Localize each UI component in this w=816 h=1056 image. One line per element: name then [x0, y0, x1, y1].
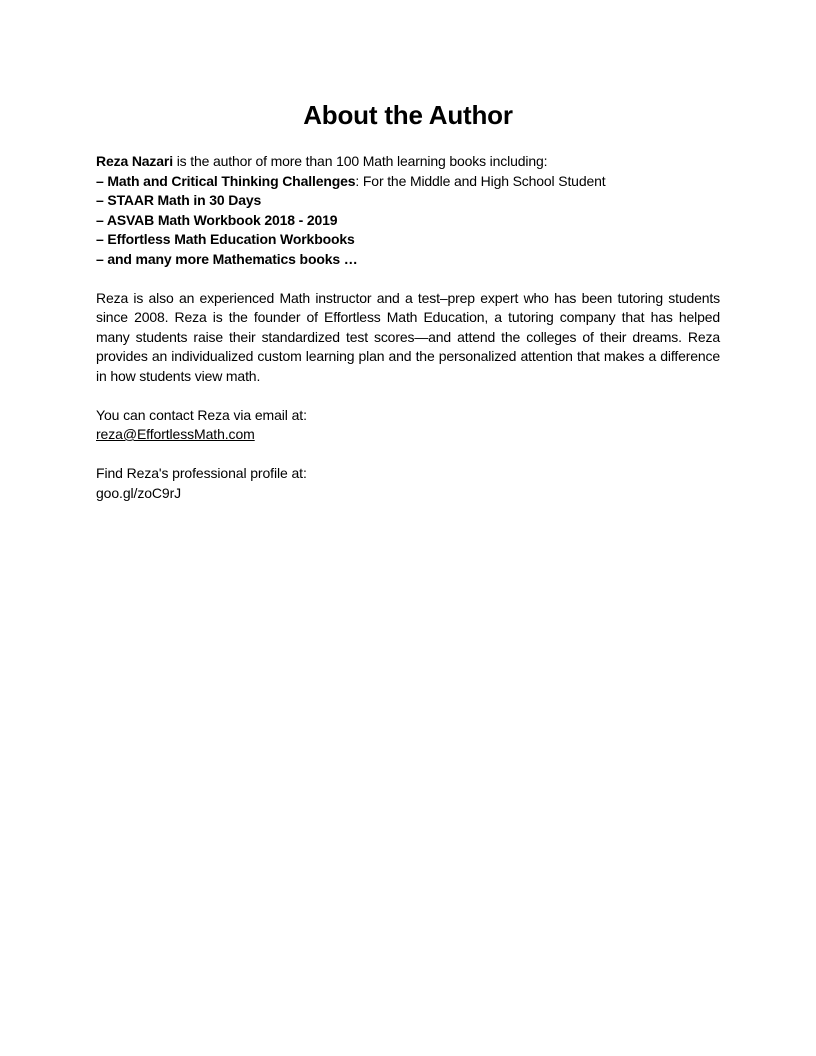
book-item: [96, 172, 720, 192]
contact-section: [96, 406, 720, 445]
book-title: – and many more Mathematics books …: [96, 250, 358, 267]
book-title: – Effortless Math Education Workbooks: [96, 231, 355, 247]
book-item: [96, 211, 720, 231]
email-link[interactable]: reza@EffortlessMath.com: [96, 426, 255, 442]
profile-label: Find Reza's professional profile at:: [96, 465, 307, 481]
author-name: Reza Nazari: [96, 153, 173, 169]
contact-label: You can contact Reza via email at:: [96, 406, 307, 423]
book-list: [96, 172, 720, 270]
book-subtitle: : For the Middle and High School Student: [355, 172, 606, 189]
book-title: – Math and Critical Thinking Challenges: [96, 172, 356, 189]
profile-section: [96, 464, 720, 503]
book-title: – STAAR Math in 30 Days: [96, 192, 262, 208]
book-item: [96, 230, 720, 250]
book-item: [96, 250, 720, 270]
author-bio: Reza is also an experienced Math instructor and a test–prep expert who has been tutoring students since 2008. Reza is the founder of Effortless Math Education, a tutoring company that has helped many students raise their standardized test scores—and attend the colleges of their dreams. Reza provides an individualized custom learning plan and the personalized attention that makes a difference in how students view math.: [96, 289, 720, 384]
document-page: [96, 98, 720, 503]
book-title: – ASVAB Math Workbook 2018 - 2019: [96, 211, 338, 228]
author-intro: [96, 152, 720, 172]
page-title: About the Author: [303, 100, 513, 130]
author-intro-text: is the author of more than 100 Math learning books including:: [172, 153, 548, 169]
profile-url: goo.gl/zoC9rJ: [96, 484, 182, 501]
book-item: [96, 191, 720, 211]
